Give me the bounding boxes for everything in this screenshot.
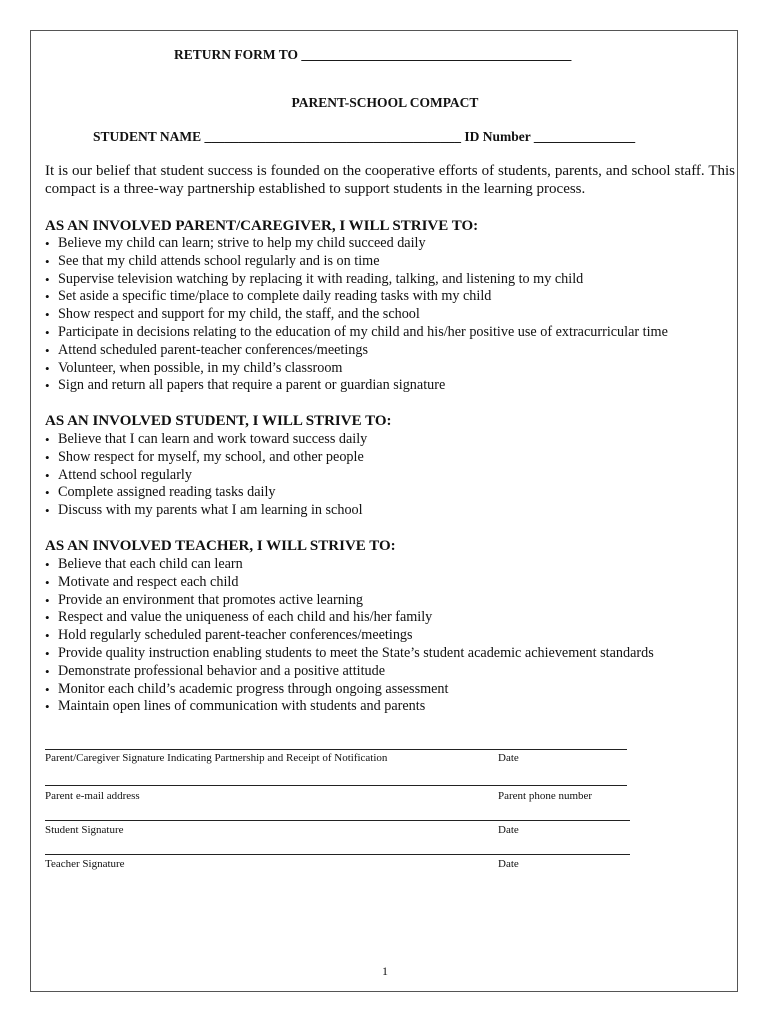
student-name-id-line: STUDENT NAME ______________________________________ ID Number _______________ — [93, 129, 636, 144]
teacher-signature-date-label: Date — [498, 858, 519, 870]
list-item: • Provide quality instruction enabling students to meet the State’s student academic achievement standards — [45, 645, 654, 663]
page-title: PARENT-SCHOOL COMPACT — [291, 95, 479, 110]
list-item: • Sign and return all papers that require a parent or guardian signature — [45, 377, 668, 395]
student-signature-date-label: Date — [498, 824, 519, 836]
teacher-list — [45, 556, 654, 716]
parent-email-label: Parent e-mail address — [45, 790, 140, 802]
page-number: 1 — [382, 964, 388, 978]
list-item: • Participate in decisions relating to the education of my child and his/her positive use of extracurricular time — [45, 324, 668, 342]
teacher-signature-line[interactable] — [45, 854, 630, 855]
list-item: • Demonstrate professional behavior and a positive attitude — [45, 663, 654, 681]
intro-paragraph: It is our belief that student success is founded on the cooperative efforts of students, parents, and school staff. This compact is a three-way partnership established to support students in the learning process. — [45, 163, 735, 197]
student-list — [45, 431, 367, 520]
parent-signature-line[interactable] — [45, 749, 627, 750]
parent-phone-label: Parent phone number — [498, 790, 593, 802]
list-item: • Believe that I can learn and work toward success daily — [45, 431, 367, 449]
parent-email-line[interactable] — [45, 785, 627, 786]
list-item: • Hold regularly scheduled parent-teacher conferences/meetings — [45, 627, 654, 645]
return-form-line: RETURN FORM TO ________________________________________ — [174, 47, 572, 62]
list-item: • Volunteer, when possible, in my child’s classroom — [45, 360, 668, 378]
parent-signature-date-label: Date — [498, 752, 519, 764]
teacher-signature-label: Teacher Signature — [45, 858, 125, 870]
list-item: • Show respect and support for my child, the staff, and the school — [45, 306, 668, 324]
student-signature-label: Student Signature — [45, 824, 124, 836]
list-item: • Set aside a specific time/place to complete daily reading tasks with my child — [45, 288, 668, 306]
list-item: • Provide an environment that promotes active learning — [45, 592, 654, 610]
list-item: • Maintain open lines of communication with students and parents — [45, 698, 654, 716]
list-item: • Motivate and respect each child — [45, 574, 654, 592]
list-item: • Supervise television watching by replacing it with reading, talking, and listening to my child — [45, 271, 668, 289]
student-section-heading: AS AN INVOLVED STUDENT, I WILL STRIVE TO: — [45, 413, 392, 429]
teacher-section-heading: AS AN INVOLVED TEACHER, I WILL STRIVE TO: — [45, 538, 396, 554]
list-item: • Monitor each child’s academic progress through ongoing assessment — [45, 681, 654, 699]
list-item: • Attend scheduled parent-teacher conferences/meetings — [45, 342, 668, 360]
parent-list — [45, 235, 668, 395]
parent-signature-label: Parent/Caregiver Signature Indicating Partnership and Receipt of Notification — [45, 752, 388, 764]
list-item: • Complete assigned reading tasks daily — [45, 484, 367, 502]
list-item: • Attend school regularly — [45, 467, 367, 485]
parent-section-heading: AS AN INVOLVED PARENT/CAREGIVER, I WILL STRIVE TO: — [45, 218, 479, 234]
list-item: • Believe my child can learn; strive to help my child succeed daily — [45, 235, 668, 253]
list-item: • Believe that each child can learn — [45, 556, 654, 574]
student-signature-line[interactable] — [45, 820, 630, 821]
list-item: • Show respect for myself, my school, and other people — [45, 449, 367, 467]
list-item: • Respect and value the uniqueness of each child and his/her family — [45, 609, 654, 627]
list-item: • Discuss with my parents what I am learning in school — [45, 502, 367, 520]
list-item: • See that my child attends school regularly and is on time — [45, 253, 668, 271]
